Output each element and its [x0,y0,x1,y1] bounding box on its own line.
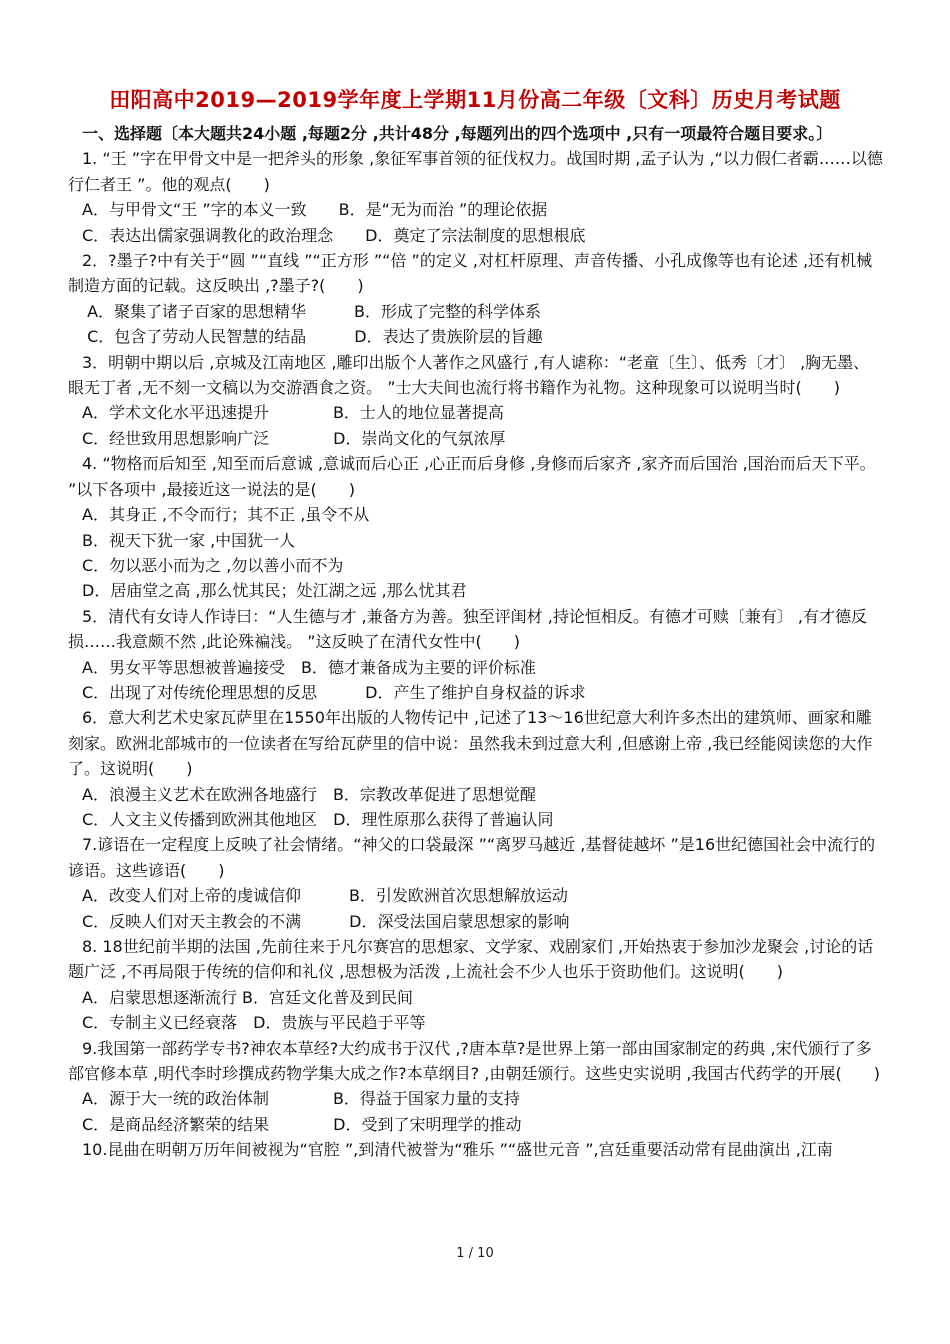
page-number: 1 / 10 [456,1246,494,1261]
option-line: C．是商品经济繁荣的结果 D．受到了宋明理学的推动 [82,1114,522,1134]
option-line: C．出现了对传统伦理思想的反思 D．产生了维护自身权益的诉求 [82,682,586,702]
option-line: A．学术文化水平迅速提升 B．士人的地位显著提高 [82,403,504,423]
option-line: A．启蒙思想逐渐流行 B．宫廷文化普及到民间 [82,987,414,1007]
question-stem: 2．?墨子?中有关于“圆 ”“直线 ”“正方形 ”“倍 ”的定义 ,对杠杆原理、声音传播、小孔成像等也有论述 ,还有机械制造方面的记载。这反映出 ,?墨子?( ) [68,251,873,296]
option-line: C．经世致用思想影响广泛 D．崇尚文化的气氛浓厚 [82,428,506,448]
option-line: A．浪漫主义艺术在欧洲各地盛行 B．宗教改革促进了思想觉醒 [82,784,536,804]
option-line: A．改变人们对上帝的虔诚信仰 B．引发欧洲首次思想解放运动 [82,886,568,906]
option-line: C．反映人们对天主教会的不满 D．深受法国启蒙思想家的影响 [82,911,570,931]
option-line: C．包含了劳动人民智慧的结晶 D．表达了贵族阶层的旨趣 [82,327,543,347]
question-7 [68,832,884,934]
question-stem: 4. “物格而后知至 ,知至而后意诚 ,意诚而后心正 ,心正而后身修 ,身修而后家齐 ,家齐而后国治 ,国治而后天下平。 ”以下各项中 ,最接近这一说法的是( ) [68,454,876,499]
option-line: A．其身正 ,不令而行；其不正 ,虽令不从 [82,505,370,525]
option-line: A．与甲骨文“王 ”字的本义一致 B．是“无为而治 ”的理论依据 [82,200,548,220]
question-stem: 5．清代有女诗人作诗曰：“人生德与才 ,兼备方为善。独至评闺材 ,持论恒相反。有德才可赎〔兼有〕 ,有才德反损……我意颇不然 ,此论殊褊浅。 ”这反映了在清代女性中( ) [68,606,867,652]
option-line: C．表达出儒家强调教化的政治理念 D．奠定了宗法制度的思想根底 [82,225,586,245]
question-stem: 3．明朝中期以后 ,京城及江南地区 ,雕印出版个人著作之风盛行 ,有人谑称：“老童〔生〕、低秀〔才〕 ,胸无墨、眼无丁者 ,无不刻一文稿以为交游酒食之资。 ”士大夫间也流行将书籍作为礼物。这种现象可以说明当时( ) [68,352,870,398]
question-stem: 8. 18世纪前半期的法国 ,先前往来于凡尔赛宫的思想家、文学家、戏剧家们 ,开始热衷于参加沙龙聚会 ,讨论的话题广泛 ,不再局限于传统的信仰和礼仪 ,思想极为活泼 ,上流社会不少人也乐于资助他们。这说明( ) [68,937,874,982]
question-10 [68,1137,884,1162]
question-stem: 1. “王 ”字在甲骨文中是一把斧头的形象 ,象征军事首领的征伐权力。战国时期 ,孟子认为 ,“以力假仁者霸……以德行仁者王 ”。他的观点( ) [68,149,883,194]
question-6 [68,705,884,832]
question-1 [68,146,884,248]
option-line: C．专制主义已经衰落 D．贵族与平民趋于平等 [82,1013,426,1033]
exam-title: 田阳高中2019—2019学年度上学期11月份高二年级〔文科〕历史月考试题 [109,88,841,112]
question-3 [68,350,884,452]
option-line: A．男女平等思想被普遍接受 B．德才兼备成为主要的评价标准 [82,657,536,677]
question-stem: 6．意大利艺术史家瓦萨里在1550年出版的人物传记中 ,记述了13～16世纪意大利许多杰出的建筑师、画家和雕刻家。欧洲北部城市的一位读者在写给瓦萨里的信中说：虽然我未到过意大利 ,但感谢上帝 ,我已经能阅读您的大作了。这说明( ) [68,708,873,779]
question-stem: 9.我国第一部药学专书?神农本草经?大约成书于汉代 ,?唐本草?是世界上第一部由国家制定的药典 ,宋代颁行了多部官修本草 ,明代李时珍撰成药物学集大成之作?本草纲目? ,由朝廷颁行。这些史实说明 ,我国古代药学的开展( ) [68,1038,880,1084]
section-heading: 一、选择题〔本大题共24小题 ,每题2分 ,共计48分 ,每题列出的四个选项中 ,只有一项最符合题目要求。〕 [82,124,833,143]
question-8 [68,934,884,1036]
question-4 [68,451,884,603]
option-line: A．聚集了诸子百家的思想精华 B．形成了完整的科学体系 [82,301,542,321]
option-line: B．视天下犹一家 ,中国犹一人 [82,530,296,550]
option-line: C．勿以恶小而为之 ,勿以善小而不为 [82,555,344,575]
question-5 [68,604,884,706]
option-line: A．源于大一统的政治体制 B．得益于国家力量的支持 [82,1089,520,1109]
question-2 [68,248,884,350]
exam-content [68,121,884,1163]
question-9 [68,1036,884,1138]
option-line: C．人文主义传播到欧洲其他地区 D．理性原那么获得了普遍认同 [82,809,554,829]
question-stem: 10.昆曲在明朝万历年间被视为“官腔 ”,到清代被誉为“雅乐 ”“盛世元音 ”,宫廷重要活动常有昆曲演出 ,江南 [82,1140,833,1160]
option-line: D．居庙堂之高 ,那么忧其民；处江湖之远 ,那么忧其君 [82,581,467,601]
question-stem: 7.谚语在一定程度上反映了社会情绪。“神父的口袋最深 ”“离罗马越近 ,基督徒越坏 ”是16世纪德国社会中流行的谚语。这些谚语( ) [68,835,876,880]
